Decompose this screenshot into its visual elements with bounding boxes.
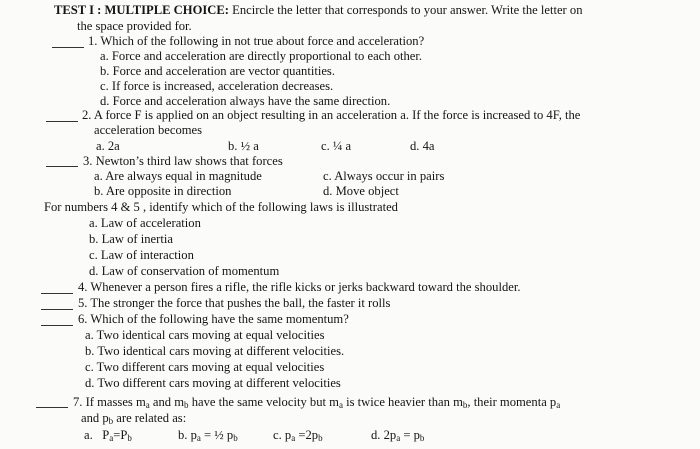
q3-stem: 3. Newton’s third law shows that forces (83, 154, 283, 168)
q7-choice-d: d. 2pa = pb (371, 428, 425, 443)
q1-choice-c: c. If force is increased, acceleration decreases. (100, 79, 334, 93)
q2-choice-a: a. 2a (96, 139, 120, 153)
q3-choice-a: a. Are always equal in magnitude (94, 169, 262, 183)
q1-choice-b: b. Force and acceleration are vector quantities. (100, 64, 335, 78)
q2-choice-b: b. ½ a (228, 139, 259, 153)
answer-blank-4[interactable] (41, 293, 73, 294)
test-header (54, 3, 583, 17)
q7-choice-a: a. Pa=Pb (84, 428, 132, 443)
q6-choice-a: a. Two identical cars moving at equal velocities (85, 328, 325, 342)
q4-stem: 4. Whenever a person fires a rifle, the rifle kicks or jerks backward toward the shoulder. (78, 280, 521, 294)
law-option-b: b. Law of inertia (89, 232, 173, 246)
test-instruction: Encircle the letter that corresponds to your answer. Write the letter on (232, 3, 583, 17)
q3-choice-c: c. Always occur in pairs (323, 169, 445, 183)
answer-blank-6[interactable] (41, 325, 73, 326)
q3-choice-b: b. Are opposite in direction (94, 184, 232, 198)
q6-stem: 6. Which of the following have the same momentum? (78, 312, 349, 326)
answer-blank-3[interactable] (46, 166, 78, 167)
answer-blank-7[interactable] (36, 407, 68, 408)
q1-stem: 1. Which of the following in not true about force and acceleration? (88, 34, 425, 48)
q1-choice-d: d. Force and acceleration always have the same direction. (100, 94, 391, 108)
answer-blank-2[interactable] (46, 121, 78, 122)
test-instruction-cont: the space provided for. (77, 19, 192, 33)
q7-choice-b: b. pa = ½ pb (178, 428, 238, 443)
test-title: TEST I : MULTIPLE CHOICE: (54, 3, 229, 17)
q3-choice-d: d. Move object (323, 184, 399, 198)
q5-stem: 5. The stronger the force that pushes the ball, the faster it rolls (78, 296, 391, 310)
law-option-a: a. Law of acceleration (89, 216, 201, 230)
q2-stem-cont: acceleration becomes (94, 123, 203, 137)
law-option-c: c. Law of interaction (89, 248, 194, 262)
answer-blank-5[interactable] (41, 309, 73, 310)
law-option-d: d. Law of conservation of momentum (89, 264, 280, 278)
q6-choice-b: b. Two identical cars moving at different velocities. (85, 344, 345, 358)
q7-choice-c: c. pa =2pb (273, 428, 323, 443)
q6-choice-d: d. Two different cars moving at different velocities (85, 376, 341, 390)
q7-stem: 7. If masses ma and mb have the same velocity but ma is twice heavier than mb, their momenta pa (73, 395, 561, 410)
q1-choice-a: a. Force and acceleration are directly proportional to each other. (100, 49, 423, 63)
q6-choice-c: c. Two different cars moving at equal velocities (85, 360, 325, 374)
q7-stem-cont: and pb are related as: (81, 411, 187, 426)
q7-subscript-a: a (145, 400, 150, 410)
section-instruction: For numbers 4 & 5 , identify which of the following laws is illustrated (44, 200, 398, 214)
q2-stem: 2. A force F is applied on an object resulting in an acceleration a. If the force is increased to 4F, the (82, 108, 581, 122)
answer-blank-1[interactable] (52, 47, 84, 48)
q2-choice-c: c. ¼ a (321, 139, 352, 153)
q2-choice-d: d. 4a (410, 139, 435, 153)
q7-subscript-b: b (184, 400, 189, 410)
